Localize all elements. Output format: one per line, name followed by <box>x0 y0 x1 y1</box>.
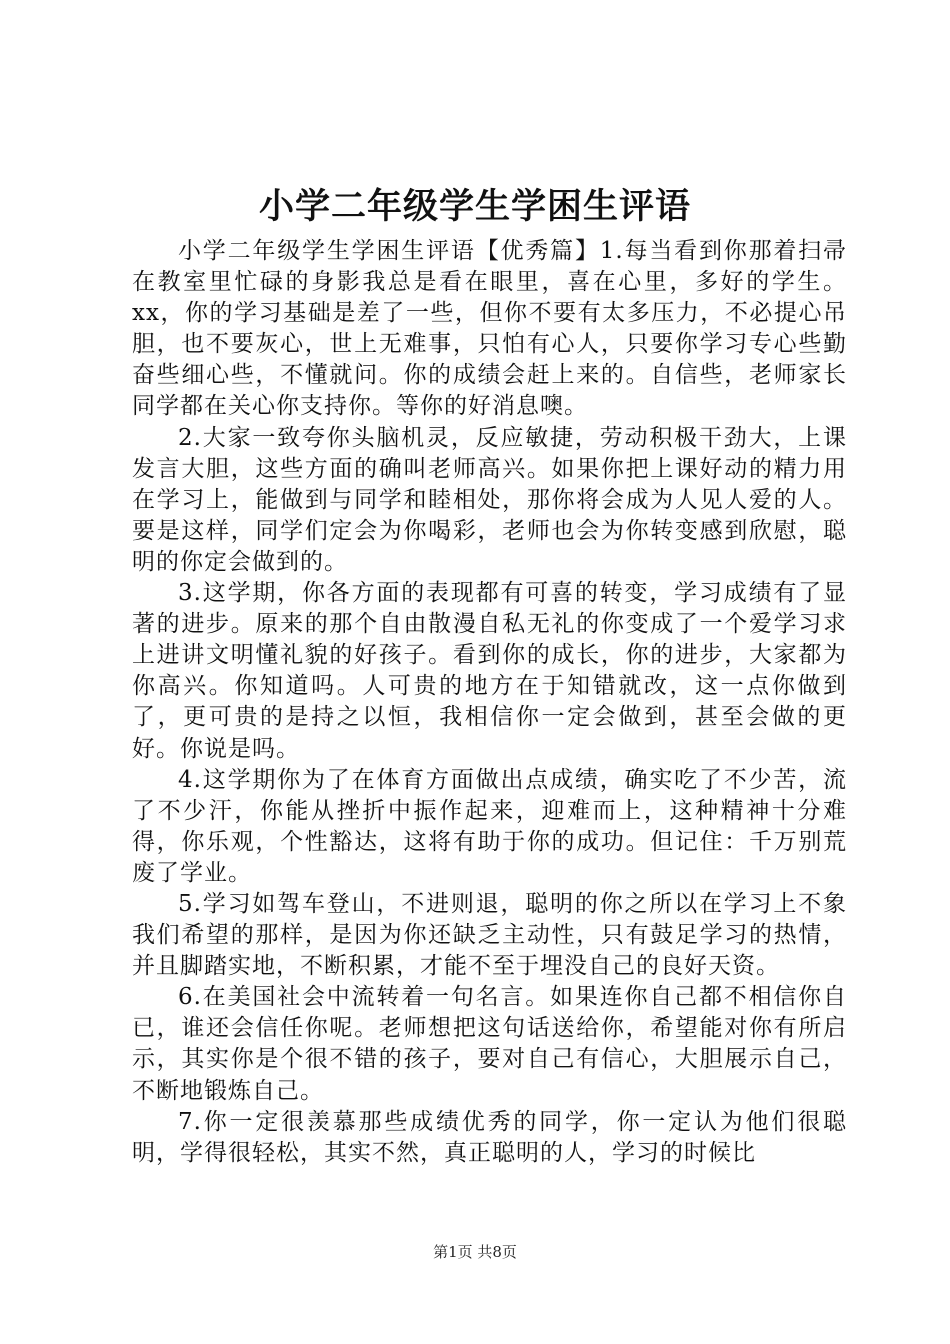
paragraph-2: 2.大家一致夸你头脑机灵，反应敏捷，劳动积极干劲大，上课发言大胆，这些方面的确叫老师高兴。如果你把上课好动的精力用在学习上，能做到与同学和睦相处，那你将会成为人见人爱的人。要是这样，同学们定会为你喝彩，老师也会为你转变感到欣慰，聪明的你定会做到的。 <box>132 424 847 575</box>
paragraph-1: 小学二年级学生学困生评语【优秀篇】1.每当看到你那着扫帚在教室里忙碌的身影我总是看在眼里，喜在心里，多好的学生。xx，你的学习基础是差了一些，但你不要有太多压力，不必提心吊胆，也不要灰心，世上无难事，只怕有心人，只要你学习专心些勤奋些细心些，不懂就问。你的成绩会赶上来的。自信些，老师家长同学都在关心你支持你。等你的好消息噢。 <box>132 238 847 420</box>
document-title: 小学二年级学生学困生评语 <box>258 186 691 227</box>
document-body <box>132 236 847 1169</box>
paragraph-7: 7.你一定很羡慕那些成绩优秀的同学，你一定认为他们很聪明，学得很轻松，其实不然，真正聪明的人，学习的时候比 <box>132 1108 847 1166</box>
paragraph-6: 6.在美国社会中流转着一句名言。如果连你自己都不相信你自已，谁还会信任你呢。老师想把这句话送给你，希望能对你有所启示，其实你是个很不错的孩子，要对自己有信心，大胆展示自己，不断地锻炼自己。 <box>132 984 847 1104</box>
paragraph-5: 5.学习如驾车登山，不进则退，聪明的你之所以在学习上不象我们希望的那样，是因为你还缺乏主动性，只有鼓足学习的热情，并且脚踏实地，不断积累，才能不至于埋没自己的良好天资。 <box>132 890 847 980</box>
paragraph-4: 4.这学期你为了在体育方面做出点成绩，确实吃了不少苦，流了不少汗，你能从挫折中振作起来，迎难而上，这种精神十分难得，你乐观，个性豁达，这将有助于你的成功。但记住：千万别荒废了学业。 <box>132 766 847 886</box>
paragraph-3: 3.这学期，你各方面的表现都有可喜的转变，学习成绩有了显著的进步。原来的那个自由散漫自私无礼的你变成了一个爱学习求上进讲文明懂礼貌的好孩子。看到你的成长，你的进步，大家都为你高兴。你知道吗。人可贵的地方在于知错就改，这一点你做到了，更可贵的是持之以恒，我相信你一定会做到，甚至会做的更好。你说是吗。 <box>132 580 847 762</box>
page-footer: 第1页 共8页 <box>433 1243 517 1261</box>
